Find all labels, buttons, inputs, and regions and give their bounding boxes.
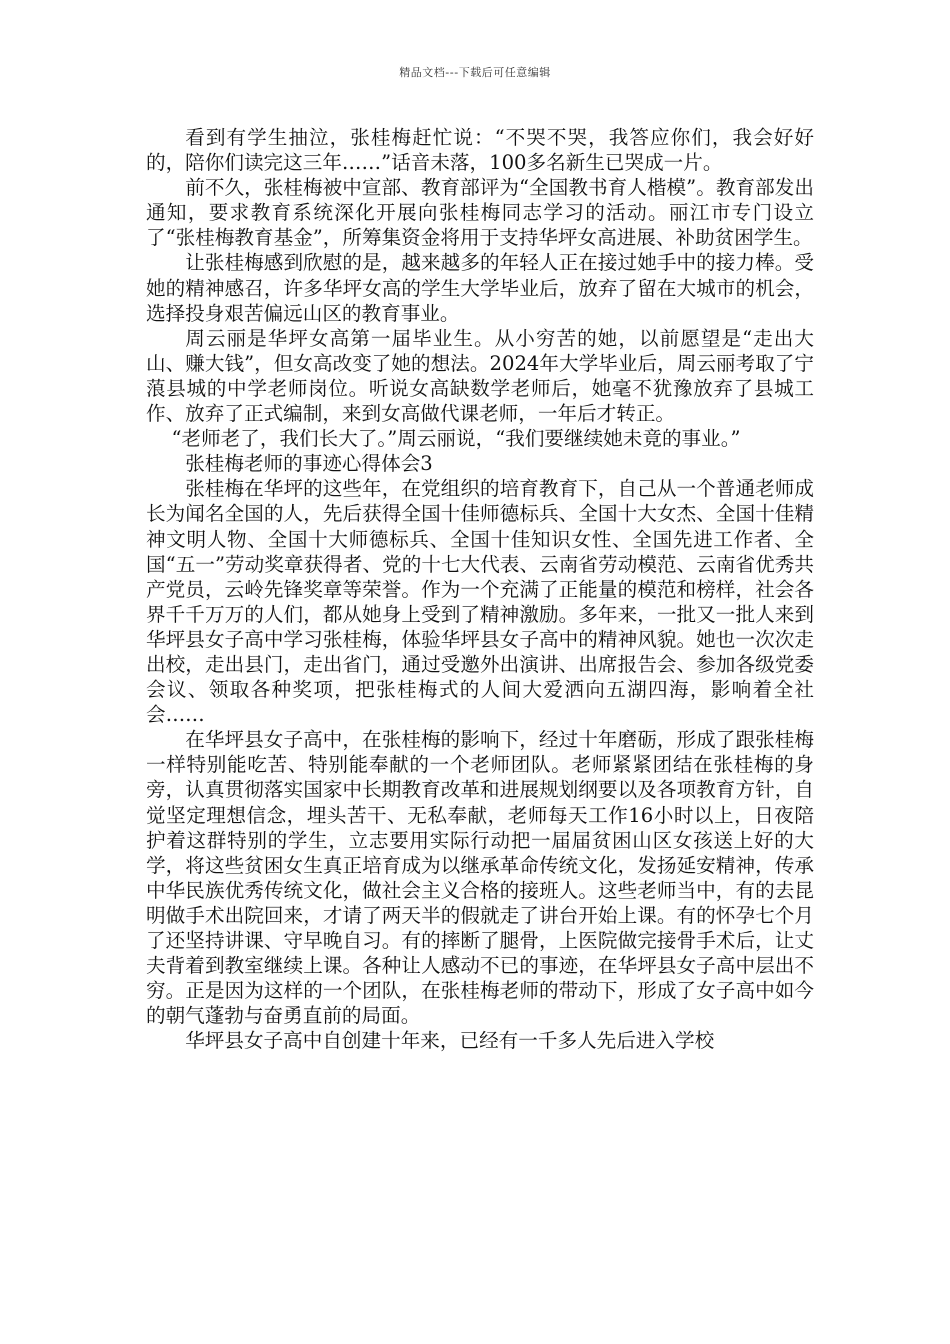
paragraph: 看到有学生抽泣，张桂梅赶忙说：“不哭不哭，我答应你们，我会好好的，陪你们读完这三年……”话音未落，100多名新生已哭成一片。	[146, 126, 814, 175]
paragraph: 在华坪县女子高中，在张桂梅的影响下，经过十年磨砺，形成了跟张桂梅一样特别能吃苦、特别能奉献的一个老师团队。老师紧紧团结在张桂梅的身旁，认真贯彻落实国家中长期教育改革和进展规划纲要以及各项教育方针，自觉坚定理想信念，埋头苦干、无私奉献，老师每天工作16小时以上，日夜陪护着这群特别的学生，立志要用实际行动把一届届贫困山区女孩送上好的大学，将这些贫困女生真正培育成为以继承革命传统文化，发扬延安精神，传承中华民族优秀传统文化，做社会主义合格的接班人。这些老师当中，有的去昆明做手术出院回来，才请了两天半的假就走了讲台开始上课。有的怀孕七个月了还坚持讲课、守早晚自习。有的摔断了腿骨，上医院做完接骨手术后，让丈夫背着到教室继续上课。各种让人感动不已的事迹，在华坪县女子高中层出不穷。正是因为这样的一个团队，在张桂梅老师的带动下，形成了女子高中如今的朝气蓬勃与奋勇直前的局面。	[146, 728, 814, 1028]
paragraph: 前不久，张桂梅被中宣部、教育部评为“全国教书育人楷模”。教育部发出通知，要求教育系统深化开展向张桂梅同志学习的活动。丽江市专门设立了“张桂梅教育基金”，所筹集资金将用于支持华坪女高进展、补助贫困学生。	[146, 176, 814, 250]
section-heading: 张桂梅老师的事迹心得体会3	[185, 452, 433, 476]
paragraph-quote: “老师老了，我们长大了。”周云丽说，“我们要继续她未竟的事业。”	[171, 427, 741, 451]
paragraph: 周云丽是华坪女高第一届毕业生。从小穷苦的她，以前愿望是“走出大山、赚大钱”，但女高改变了她的想法。2024年大学毕业后，周云丽考取了宁蒗县城的中学老师岗位。听说女高缺数学老师后，她毫不犹豫放弃了县城工作、放弃了正式编制，来到女高做代课老师，一年后才转正。	[146, 326, 814, 426]
page-header: 精品文档---下载后可任意编辑	[399, 66, 551, 79]
document-body	[146, 125, 814, 1053]
paragraph: 张桂梅在华坪的这些年，在党组织的培育教育下，自己从一个普通老师成长为闻名全国的人，先后获得全国十佳师德标兵、全国十大女杰、全国十佳精神文明人物、全国十大师德标兵、全国十佳知识女性、全国先进工作者、全国“五一”劳动奖章获得者、党的十七大代表、云南省劳动模范、云南省优秀共产党员，云岭先锋奖章等荣誉。作为一个充满了正能量的模范和榜样，社会各界千千万万的人们，都从她身上受到了精神激励。多年来，一批又一批人来到华坪县女子高中学习张桂梅，体验华坪县女子高中的精神风貌。她也一次次走出校，走出县门，走出省门，通过受邀外出演讲、出席报告会、参加各级党委会议、领取各种奖项，把张桂梅式的人间大爱洒向五湖四海，影响着全社会……	[146, 477, 814, 727]
paragraph: 华坪县女子高中自创建十年来，已经有一千多人先后进入学校	[185, 1029, 715, 1053]
paragraph: 让张桂梅感到欣慰的是，越来越多的年轻人正在接过她手中的接力棒。受她的精神感召，许多华坪女高的学生大学毕业后，放弃了留在大城市的机会，选择投身艰苦偏远山区的教育事业。	[146, 251, 814, 325]
